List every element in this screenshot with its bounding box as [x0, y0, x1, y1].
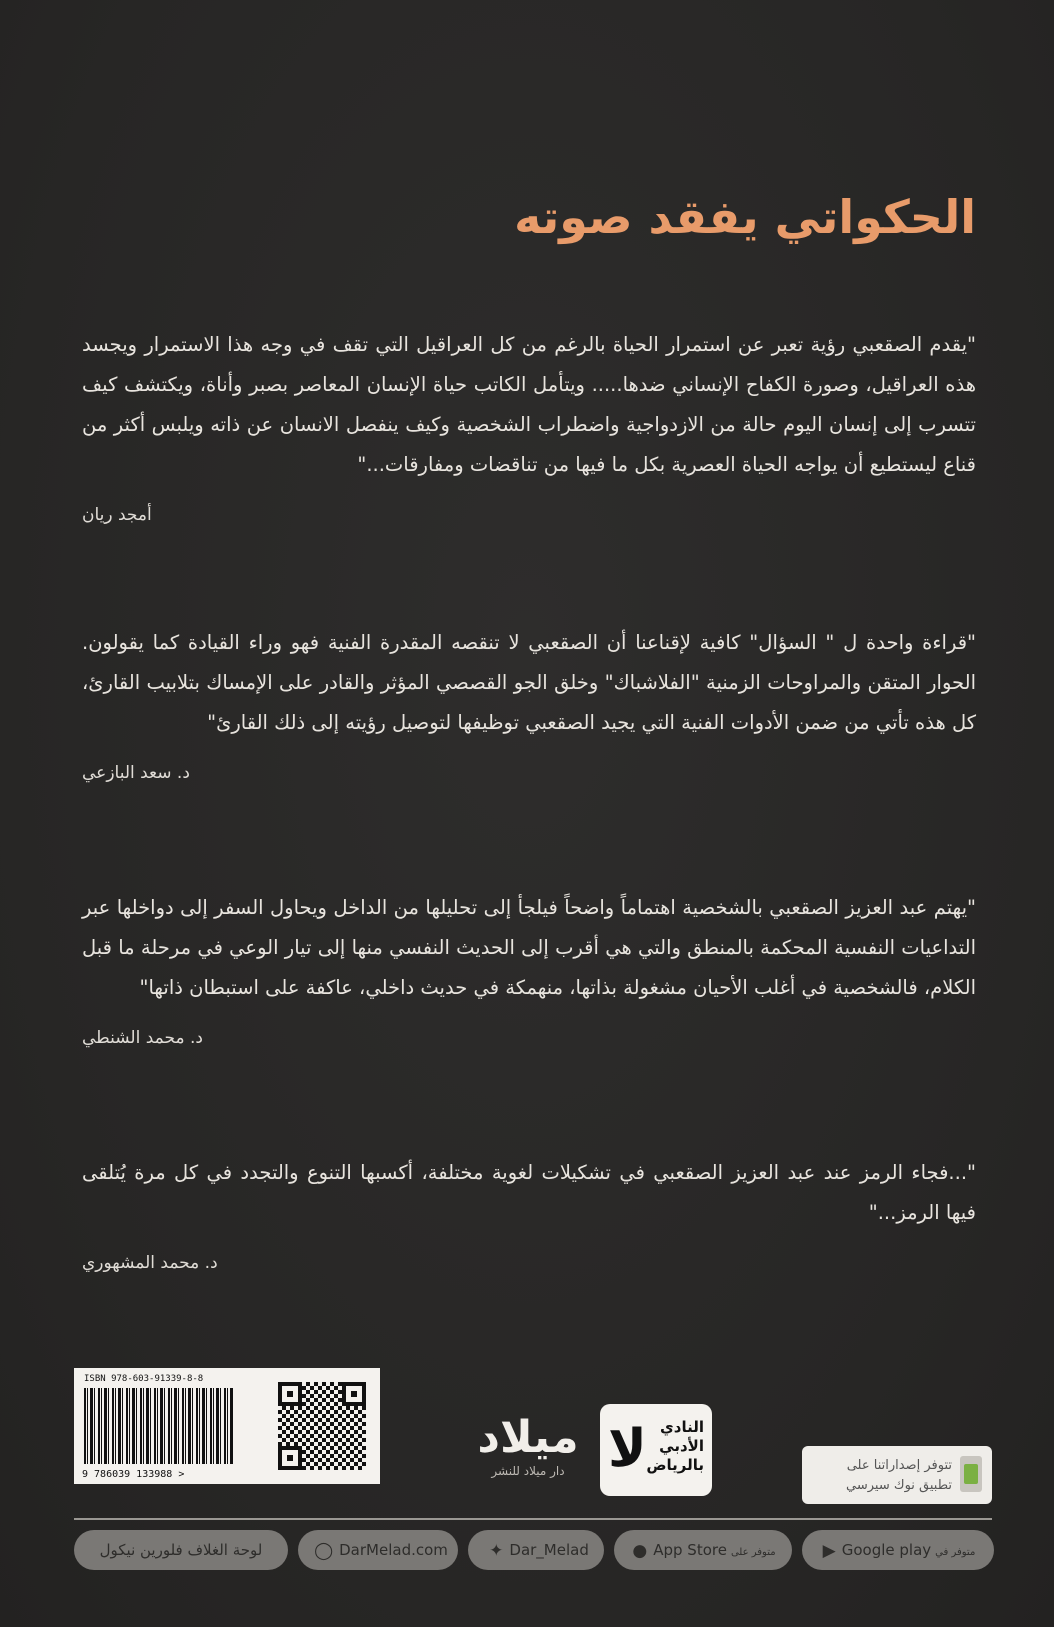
appstore-small-text: متوفر على: [730, 1547, 776, 1558]
footer-links: [74, 1530, 996, 1572]
publisher-name: دار ميلاد للنشر: [491, 1464, 565, 1478]
divider: [74, 1518, 992, 1520]
app-availability-text: [846, 1456, 952, 1496]
app-icon: [960, 1456, 982, 1492]
qr-finder: [278, 1382, 302, 1406]
quote-author: د. محمد الشنطي: [82, 1028, 203, 1048]
club-emblem-icon: ﻻ: [608, 1419, 647, 1479]
cover-credit-text: لوحة الغلاف فلورين نيكول: [99, 1541, 263, 1559]
quote-block: [82, 623, 976, 793]
quote-block: [82, 325, 976, 535]
book-title: الحكواتي يفقد صوته: [514, 190, 976, 244]
isbn-number: 9 786039 133988 >: [82, 1469, 185, 1480]
play-icon: ▶: [822, 1540, 836, 1561]
quote-author: أمجد ريان: [82, 505, 152, 525]
google-play-text: Google play: [841, 1541, 932, 1559]
quote-text: "قراءة واحدة ل " السؤال" كافية لإقناعنا أن الصقعبي لا تنقصه المقدرة الفنية فهو وراء القيادة كما يقولون. الحوار المتقن والمراوحات الزمنية "الفلاشباك" وخلق الجو القصصي المؤثر والقادر على الإمساك بتلابيب القارئ، كل هذه تأتي من ضمن الأدوات الفنية التي يجيد الصقعبي توظيفها لتوصيل رؤيته إلى ذلك القارئ": [82, 631, 976, 734]
quote-block: [82, 888, 976, 1058]
barcode-image: [84, 1388, 234, 1464]
publisher-logo: [468, 1412, 588, 1492]
twitter-icon: ✦: [489, 1540, 504, 1561]
website-text: DarMelad.com: [339, 1541, 448, 1559]
club-name-line: الأدبي: [659, 1437, 704, 1455]
appstore-link[interactable]: [614, 1530, 792, 1570]
club-name-line: النادي: [660, 1418, 704, 1436]
google-play-small-text: متوفر في: [935, 1547, 976, 1558]
isbn-label: ISBN 978-603-91339-8-8: [84, 1374, 204, 1384]
app-availability-line: تطبيق نوك سيرسي: [846, 1478, 952, 1493]
qr-finder: [342, 1382, 366, 1406]
google-play-link[interactable]: [802, 1530, 994, 1570]
publisher-logo-text: ميلاد: [477, 1412, 579, 1463]
twitter-link[interactable]: [468, 1530, 604, 1570]
app-availability-badge[interactable]: [802, 1446, 992, 1504]
qr-code[interactable]: [278, 1382, 366, 1470]
quote-author: د. محمد المشهوري: [82, 1253, 218, 1273]
apple-icon: ●: [632, 1540, 648, 1561]
twitter-handle: Dar_Melad: [509, 1541, 589, 1559]
app-availability-line: تتوفر إصداراتنا على: [846, 1458, 952, 1473]
qr-finder: [278, 1446, 302, 1470]
literary-club-logo: [600, 1404, 712, 1496]
globe-icon: ◯: [314, 1540, 334, 1561]
website-link[interactable]: [298, 1530, 458, 1570]
quote-text: "يقدم الصقعبي رؤية تعبر عن استمرار الحياة بالرغم من كل العراقيل التي تقف في وجه هذا الاستمرار ويجسد هذه العراقيل، وصورة الكفاح الإنساني ضدها..... ويتأمل الكاتب حياة الإنسان المعاصر بصبر وأناة، ويكتشف كيف تتسرب إلى إنسان اليوم حالة من الازدواجية واضطراب الشخصية وكيف ينفصل الانسان عن ذاته ويلبس أكثر من قناع ليستطيع أن يواجه الحياة العصرية بكل ما فيها من تناقضات ومفارقات...": [82, 333, 976, 476]
club-name: [646, 1418, 704, 1475]
quote-author: د. سعد البازعي: [82, 763, 190, 783]
cover-credit: [74, 1530, 288, 1570]
quote-text: "يهتم عبد العزيز الصقعبي بالشخصية اهتماماً واضحاً فيلجأ إلى تحليلها من الداخل ويحاول السفر إلى دواخلها عبر التداعيات النفسية المحكمة بالمنطق والتي هي أقرب إلى الحديث النفسي منها إلى تيار الوعي في مرحلة ما قبل الكلام، فالشخصية في أغلب الأحيان مشغولة بذاتها، منهمكة في حديث داخلي، عاكفة على استبطان ذاتها": [82, 896, 976, 999]
quote-block: [82, 1153, 976, 1283]
club-name-line: بالرياض: [646, 1456, 704, 1474]
quote-text: "...فجاء الرمز عند عبد العزيز الصقعبي في تشكيلات لغوية مختلفة، أكسبها التنوع والتجدد في كل مرة يُتلقى فيها الرمز...": [82, 1161, 976, 1224]
appstore-text: App Store: [653, 1541, 727, 1559]
barcode-panel: [74, 1368, 380, 1484]
